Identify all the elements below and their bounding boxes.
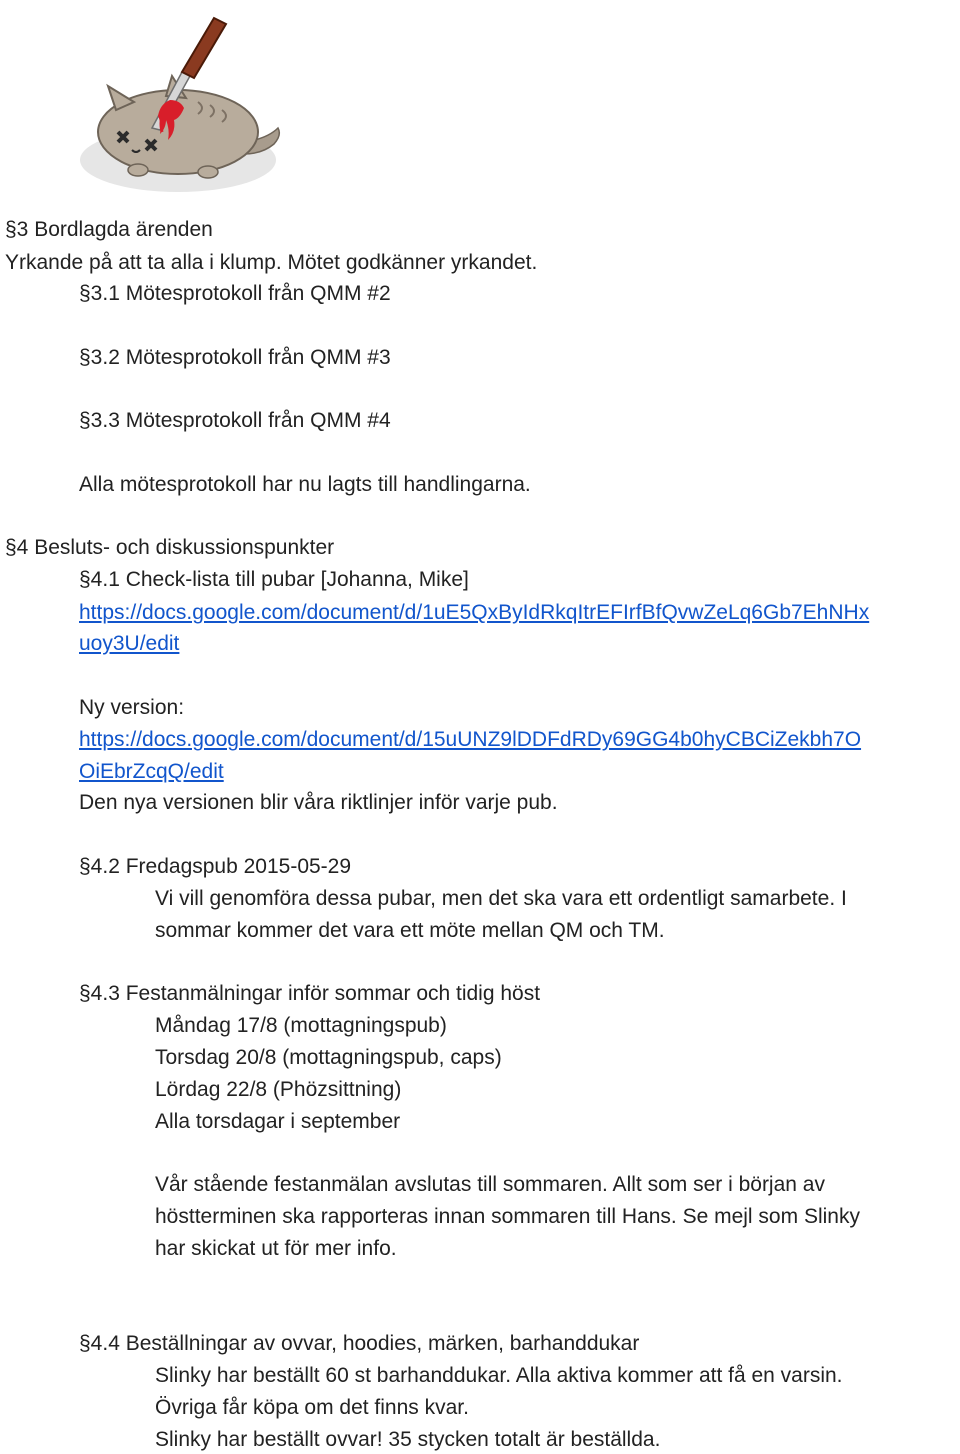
list-item: Alla torsdagar i september — [155, 1110, 401, 1133]
checklist-link[interactable]: https://docs.google.com/document/d/1uE5QxByIdRkqItrEFIrfBfQvwZeLq6Gb7EhNHx — [79, 601, 870, 624]
section-4-2-text: Vi vill genomföra dessa pubar, men det ska vara ett ordentligt samarbete. I — [155, 887, 847, 910]
section-4-4-text-end: Slinky har beställt ovvar! 35 stycken totalt är beställda. — [155, 1428, 661, 1451]
section-4-2-heading: §4.2 Fredagspub 2015-05-29 — [79, 855, 352, 878]
section-4-4-text-continued: Övriga får köpa om det finns kvar. — [155, 1396, 469, 1419]
new-version-link-continued[interactable]: OiEbrZcqQ/edit — [79, 760, 224, 783]
section-3-heading: §3 Bordlagda ärenden — [5, 218, 213, 241]
section-4-3-text: Vår stående festanmälan avslutas till sommaren. Allt som ser i början av — [155, 1173, 825, 1196]
section-4-1-note: Den nya versionen blir våra riktlinjer inför varje pub. — [79, 791, 558, 814]
section-4-3-text-continued: höstterminen ska rapporteras innan sommaren till Hans. Se mejl som Slinky — [155, 1205, 860, 1228]
section-3-text: Yrkande på att ta alla i klump. Mötet godkänner yrkandet. — [5, 251, 538, 274]
section-4-3-text-end: har skickat ut för mer info. — [155, 1237, 397, 1260]
section-3-note: Alla mötesprotokoll har nu lagts till handlingarna. — [79, 473, 531, 496]
list-item: Lördag 22/8 (Phözsittning) — [155, 1078, 402, 1101]
section-4-4-heading: §4.4 Beställningar av ovvar, hoodies, märken, barhanddukar — [79, 1332, 640, 1355]
section-4-heading: §4 Besluts- och diskussionspunkter — [5, 536, 335, 559]
new-version-label: Ny version: — [79, 696, 185, 719]
stabbed-cat-illustration — [78, 10, 288, 195]
new-version-link[interactable]: https://docs.google.com/document/d/15uUNZ9lDDFdRDy69GG4b0hyCBCiZekbh7O — [79, 728, 862, 751]
section-4-4-text: Slinky har beställt 60 st barhanddukar. Alla aktiva kommer att få en varsin. — [155, 1364, 843, 1387]
section-3-3-heading: §3.3 Mötesprotokoll från QMM #4 — [79, 409, 391, 432]
section-4-1-heading: §4.1 Check-lista till pubar [Johanna, Mike] — [79, 568, 469, 591]
section-4-3-heading: §4.3 Festanmälningar inför sommar och tidig höst — [79, 982, 541, 1005]
checklist-link-continued[interactable]: uoy3U/edit — [79, 632, 180, 655]
section-3-2-heading: §3.2 Mötesprotokoll från QMM #3 — [79, 346, 391, 369]
list-item: Måndag 17/8 (mottagningspub) — [155, 1014, 447, 1037]
section-4-2-text-continued: sommar kommer det vara ett möte mellan QM och TM. — [155, 919, 665, 942]
section-3-1-heading: §3.1 Mötesprotokoll från QMM #2 — [79, 282, 391, 305]
list-item: Torsdag 20/8 (mottagningspub, caps) — [155, 1046, 502, 1069]
